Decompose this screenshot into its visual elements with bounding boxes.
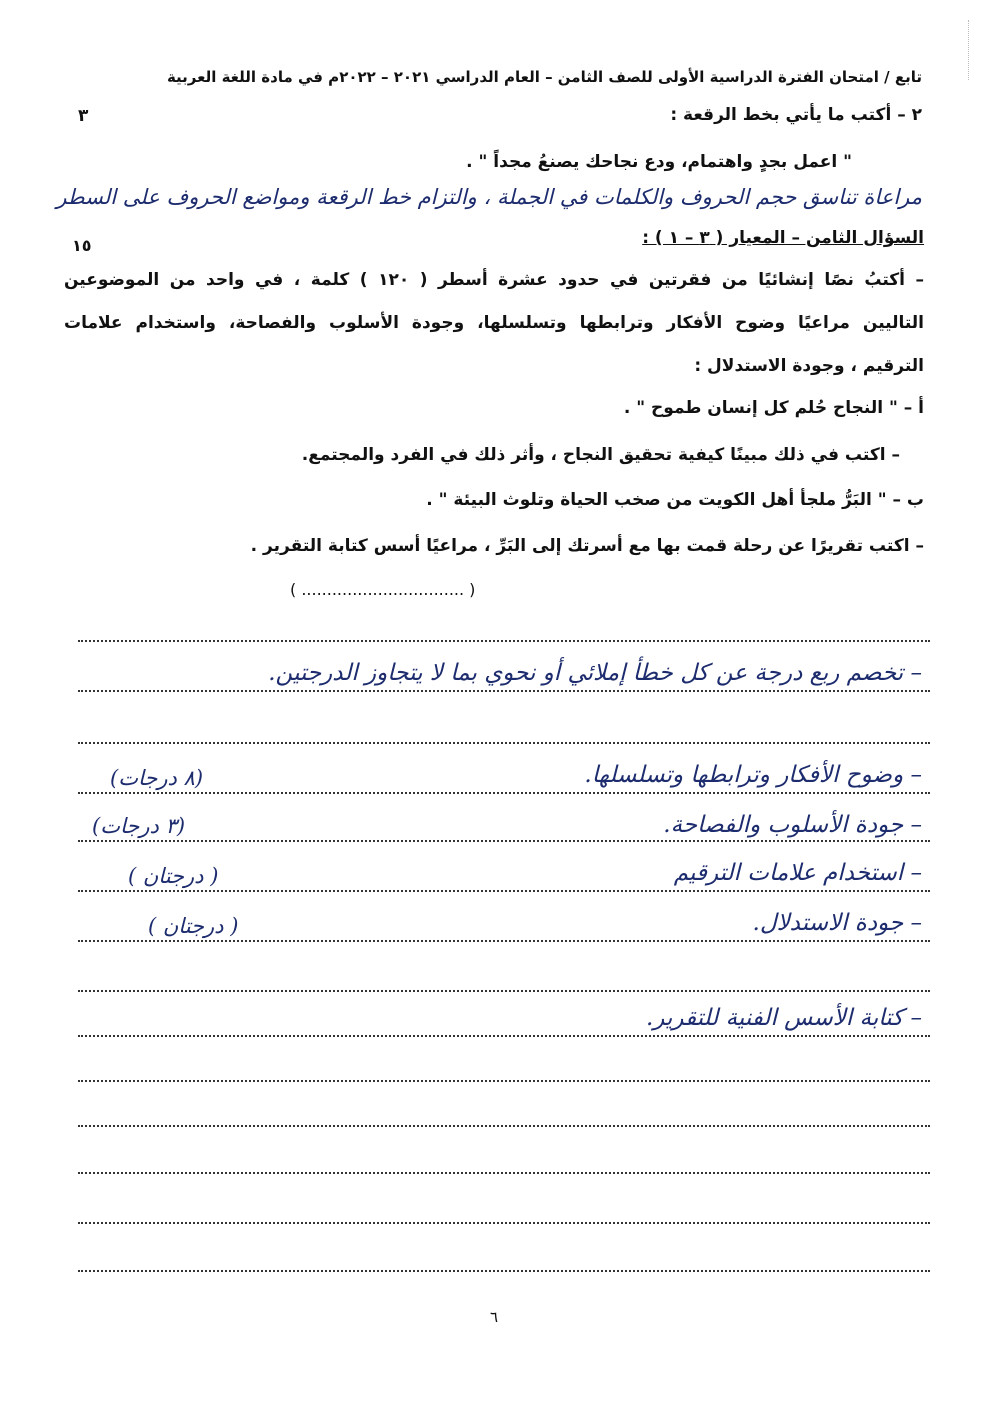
rubric-item-4-label: – جودة الاستدلال. (752, 910, 922, 936)
answer-line (78, 742, 930, 744)
answer-line (78, 1035, 930, 1037)
answer-line (78, 940, 930, 942)
answer-line (78, 792, 930, 794)
answer-line (78, 890, 930, 892)
exam-header: تابع / امتحان الفترة الدراسية الأولى للصف الثامن – العام الدراسي ٢٠٢١ – ٢٠٢٢م في مادة اللغة العربية (166, 68, 922, 86)
rubric-item-1-points: (٨ درجات) (110, 766, 204, 790)
answer-line (78, 990, 930, 992)
deduction-note: – تخصم ربع درجة عن كل خطأ إملائي أو نحوي بما لا يتجاوز الدرجتين. (268, 660, 922, 686)
topic-b-task: – اكتب تقريرًا عن رحلة قمت بها مع أسرتك إلى البَرِّ ، مراعيًا أسس كتابة التقرير . (250, 536, 924, 556)
answer-line (78, 1172, 930, 1174)
rubric-item-4-points: ( درجتان ) (148, 914, 239, 938)
rubric-item-2-label: – جودة الأسلوب والفصاحة. (663, 812, 922, 838)
title-blank: ( ................................ ) (290, 580, 476, 599)
topic-b: ب – " البَرُّ ملجأ أهل الكويت من صخب الحياة وتلوث البيئة " . (426, 490, 924, 510)
answer-line (78, 1080, 930, 1082)
topic-a-task: – اكتب في ذلك مبينًا كيفية تحقيق النجاح ، وأثر ذلك في الفرد والمجتمع. (301, 445, 900, 465)
answer-line (78, 1222, 930, 1224)
section2-handwritten-note: مراعاة تناسق حجم الحروف والكلمات في الجملة ، والتزام خط الرقعة ومواضع الحروف على السطر (56, 185, 922, 209)
section2-instruction: ٢ – أكتب ما يأتي بخط الرقعة : (670, 105, 922, 125)
report-note: – كتابة الأسس الفنية للتقرير. (645, 1005, 922, 1031)
section2-quote: " اعمل بجدٍ واهتمام، ودع نجاحك يصنعُ مجداً " . (466, 152, 852, 172)
margin-marks (968, 20, 973, 80)
rubric-item-3-label: – استخدام علامات الترقيم (673, 860, 922, 886)
rubric-item-1-label: – وضوح الأفكار وترابطها وتسلسلها. (584, 762, 922, 788)
question8-prompt-line-2: التاليين مراعيًا وضوح الأفكار وترابطها وتسلسلها، وجودة الأسلوب والفصاحة، واستخدام علامات (64, 313, 924, 333)
question8-mark: ١٥ (72, 236, 92, 255)
answer-line (78, 640, 930, 642)
page-number: ٦ (490, 1308, 499, 1326)
answer-line (78, 840, 930, 842)
answer-line (78, 1125, 930, 1127)
rubric-item-2-points: (٣ درجات) (92, 814, 186, 838)
section2-mark: ٣ (78, 106, 89, 126)
question8-prompt-line-3: الترقيم ، وجودة الاستدلال : (694, 356, 924, 376)
topic-a: أ – " النجاح حُلم كل إنسان طموح " . (623, 398, 924, 418)
answer-line (78, 690, 930, 692)
rubric-item-3-points: ( درجتان ) (128, 864, 219, 888)
question8-heading: السؤال الثامن – المعيار ( ٣ – ١ ) : (642, 228, 924, 248)
question8-prompt-line-1: – أكتبُ نصًا إنشائيًا من فقرتين في حدود عشرة أسطر ( ١٢٠ ) كلمة ، في واحد من الموضوعين (64, 270, 925, 290)
answer-line (78, 1270, 930, 1272)
